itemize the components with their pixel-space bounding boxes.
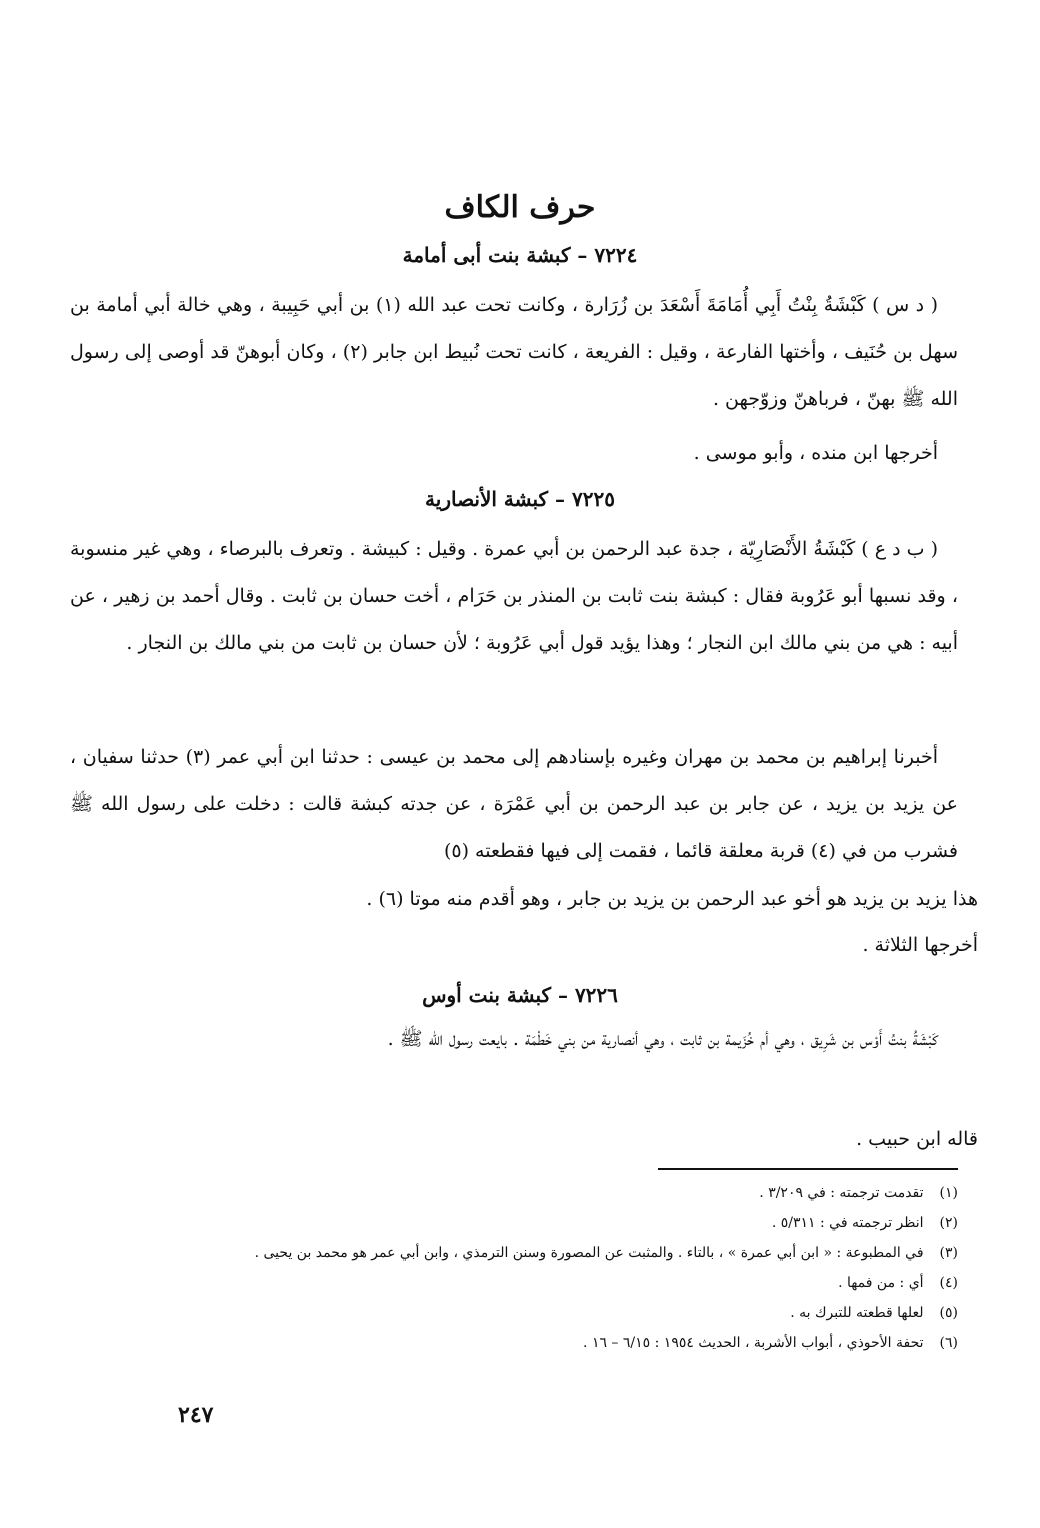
entry-7226-source: قاله ابن حبيب . (856, 1128, 978, 1150)
entry-7224-source: أخرجها ابن منده ، وأبو موسى . (693, 442, 938, 464)
entry-heading-7225: ٧٢٢٥ – كبشة الأنصارية (425, 487, 615, 511)
footnote-divider (658, 1168, 958, 1170)
footnote-3 (58, 1238, 958, 1268)
footnote-number: (١) (939, 1185, 958, 1201)
entry-heading-7224: ٧٢٢٤ – كبشة بنت أبى أمامة (402, 243, 638, 267)
footnote-text: تقدمت ترجمته : في ٣/٢٠٩ . (759, 1185, 924, 1201)
entry-7225-source: أخرجها الثلاثة . (862, 934, 978, 956)
footnote-2 (58, 1208, 958, 1238)
footnote-text: أي : من فمها . (838, 1275, 924, 1291)
entry-7224-paragraph: ( د س ) كَبْشَةُ بِنْتُ أَبِي أُمَامَةَ أَسْعَدَ بن زُرَارة ، وكانت تحت عبد الله (١) بن أبي حَبِيبة ، وهي خالة أبي أمامة بن سهل بن حُنَيف ، وأختها الفارعة ، وقيل : الفريعة ، كانت تحت نُبيط ابن جابر (٢) ، وكان أبوهنّ قد أوصى إلى رسول الله ﷺ بهنّ ، فرباهنّ وزوّجهن . (70, 294, 958, 410)
footnote-number: (٦) (939, 1335, 958, 1351)
footnote-4 (58, 1268, 958, 1298)
footnote-number: (٤) (939, 1275, 958, 1291)
footnote-text: تحفة الأحوذي ، أبواب الأشربة ، الحديث ١٩٥٤ : ٦/١٥ – ١٦ . (583, 1335, 924, 1351)
footnote-text: لعلها قطعته للتبرك به . (790, 1305, 924, 1321)
footnote-number: (٣) (939, 1245, 958, 1261)
entry-heading-7226: ٧٢٢٦ – كبشة بنت أوس (422, 983, 618, 1007)
entry-7225-note: هذا يزيد بن يزيد هو أخو عبد الرحمن بن يزيد بن جابر ، وهو أقدم منه موتا (٦) . (366, 888, 978, 910)
entry-7225-hadith: أخبرنا إبراهيم بن محمد بن مهران وغيره بإسنادهم إلى محمد بن عيسى : حدثنا ابن أبي عمر (٣) حدثنا سفيان ، عن يزيد بن يزيد ، عن جابر بن عبد الرحمن بن أبي عَمْرَة ، عن جدته كبشة قالت : دخلت على رسول الله ﷺ فشرب من في (٤) قربة معلقة قائما ، فقمت إلى فيها فقطعته (٥) (70, 746, 958, 862)
entry-7225-paragraph: ( ب د ع ) كَبْشَةُ الأَنْصَارِيّة ، جدة عبد الرحمن بن أبي عمرة . وقيل : كبيشة . وتعرف بالبرصاء ، وهي غير منسوبة ، وقد نسبها أبو عَرُوبة فقال : كبشة بنت ثابت بن المنذر بن حَرَام ، أخت حسان بن ثابت . وقال أحمد بن زهير ، عن أبيه : هي من بني مالك ابن النجار ؛ وهذا يؤيد قول أبي عَرُوبة ؛ لأن حسان بن ثابت من بني مالك بن النجار . (70, 538, 958, 654)
footnotes-list (58, 1178, 958, 1358)
footnote-text: في المطبوعة : « ابن أبي عمرة » ، بالتاء . والمثبت عن المصورة وسنن الترمذي ، وابن أبي عمر هو محمد بن يحيى . (254, 1245, 924, 1261)
footnote-1 (58, 1178, 958, 1208)
page-number: ٢٤٧ (178, 1402, 214, 1428)
footnote-5 (58, 1298, 958, 1328)
chapter-title: حرف الكاف (444, 190, 596, 225)
entry-7226-paragraph: كَبْشَةُ بنتُ أَوْس بن شَرِيق ، وهي أم خُزَيمة بن ثابت ، وهي أنصارية من بني خَطْمَة . بايعت رسول الله ﷺ . (387, 1028, 938, 1050)
footnote-6 (58, 1328, 958, 1358)
footnote-number: (٥) (939, 1305, 958, 1321)
footnote-number: (٢) (939, 1215, 958, 1231)
footnote-text: انظر ترجمته في : ٥/٣١١ . (771, 1215, 924, 1231)
